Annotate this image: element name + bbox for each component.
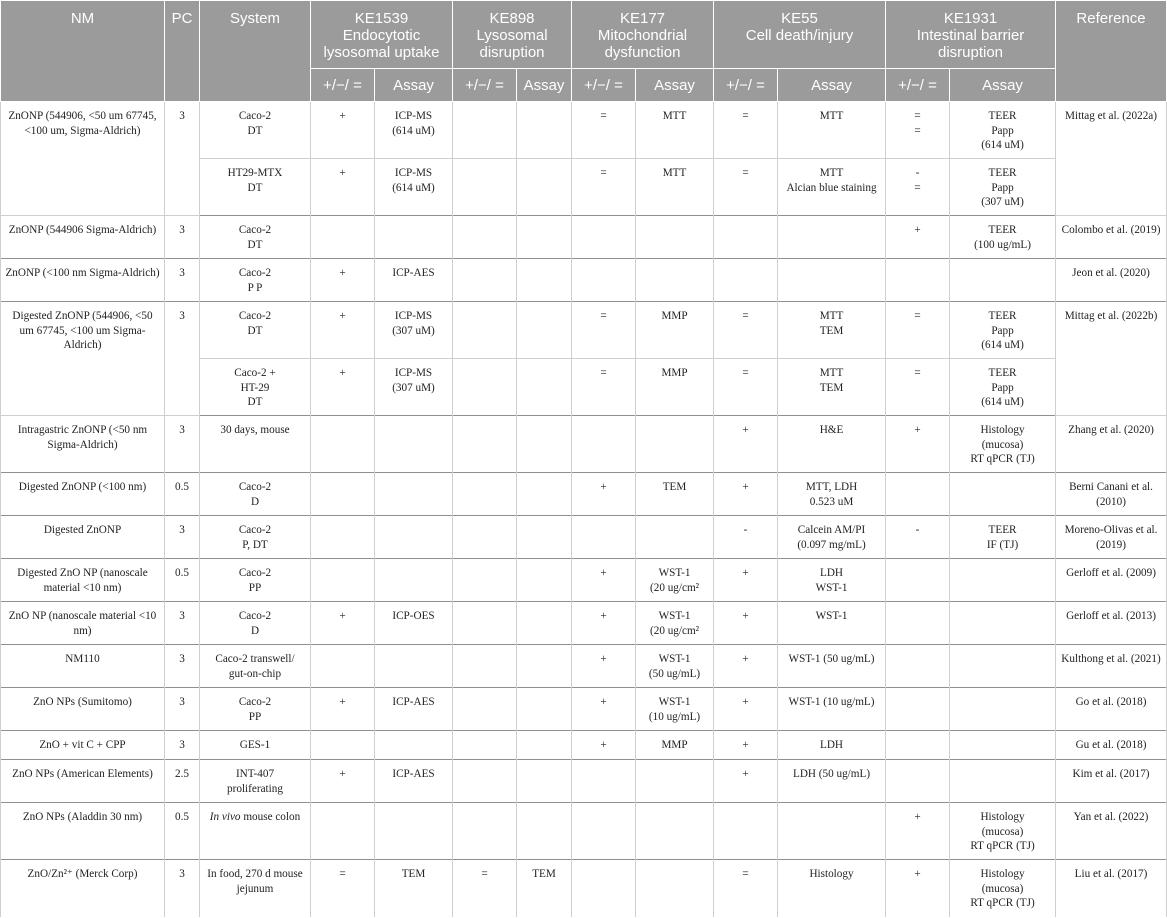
- cell-sign-ke1931: [886, 731, 950, 760]
- cell-assay-ke898: [517, 416, 572, 473]
- cell-sign-ke1539: [311, 216, 375, 259]
- subheader-sign-ke55: +/−/ =: [714, 69, 778, 102]
- cell-sign-ke898: [453, 102, 517, 159]
- cell-reference: Yan et al. (2022): [1056, 803, 1167, 860]
- cell-assay-ke898: [517, 760, 572, 803]
- table-row: [1, 416, 1167, 473]
- cell-nm: Intragastric ZnONP (<50 nm Sigma-Aldrich): [1, 416, 165, 473]
- cell-assay-ke55: LDH: [778, 731, 886, 760]
- cell-pc: 3: [165, 259, 200, 302]
- cell-sign-ke177: [572, 516, 636, 559]
- cell-assay-ke55: Calcein AM/PI (0.097 mg/mL): [778, 516, 886, 559]
- header-ke1539: KE1539 Endocytotic lysosomal uptake: [311, 1, 453, 69]
- header-ke55: KE55 Cell death/injury: [714, 1, 886, 69]
- cell-assay-ke177: MTT: [636, 159, 714, 216]
- cell-sign-ke1931: [886, 473, 950, 516]
- cell-sign-ke1931: +: [886, 803, 950, 860]
- cell-assay-ke898: [517, 216, 572, 259]
- cell-sign-ke898: [453, 760, 517, 803]
- cell-sign-ke1931: [886, 559, 950, 602]
- cell-sign-ke1539: +: [311, 159, 375, 216]
- cell-assay-ke55: LDH WST-1: [778, 559, 886, 602]
- cell-assay-ke177: TEM: [636, 473, 714, 516]
- cell-sign-ke55: [714, 259, 778, 302]
- cell-sign-ke1539: [311, 559, 375, 602]
- cell-assay-ke898: [517, 559, 572, 602]
- cell-reference: Mittag et al. (2022b): [1056, 302, 1167, 416]
- cell-assay-ke1931: TEER Papp (614 uM): [950, 359, 1056, 416]
- cell-assay-ke1539: ICP-MS (614 uM): [375, 102, 453, 159]
- cell-sign-ke1539: +: [311, 760, 375, 803]
- cell-system: GES-1: [200, 731, 311, 760]
- cell-nm: Digested ZnONP (<100 nm): [1, 473, 165, 516]
- cell-assay-ke1539: ICP-MS (307 uM): [375, 359, 453, 416]
- cell-sign-ke55: =: [714, 302, 778, 359]
- cell-sign-ke1931: +: [886, 416, 950, 473]
- cell-nm: Digested ZnONP: [1, 516, 165, 559]
- cell-sign-ke55: [714, 216, 778, 259]
- cell-pc: 3: [165, 416, 200, 473]
- cell-sign-ke177: +: [572, 645, 636, 688]
- cell-assay-ke177: MTT: [636, 102, 714, 159]
- cell-assay-ke1931: TEER Papp (614 uM): [950, 102, 1056, 159]
- cell-reference: Kim et al. (2017): [1056, 760, 1167, 803]
- cell-assay-ke177: [636, 416, 714, 473]
- cell-sign-ke55: +: [714, 645, 778, 688]
- cell-sign-ke55: +: [714, 731, 778, 760]
- cell-sign-ke898: [453, 803, 517, 860]
- cell-sign-ke177: +: [572, 688, 636, 731]
- cell-system: Caco-2 D: [200, 602, 311, 645]
- cell-sign-ke898: =: [453, 860, 517, 917]
- subheader-assay-ke1539: Assay: [375, 69, 453, 102]
- cell-sign-ke1539: +: [311, 602, 375, 645]
- cell-nm: ZnO NPs (Sumitomo): [1, 688, 165, 731]
- cell-assay-ke1931: TEER Papp (307 uM): [950, 159, 1056, 216]
- cell-pc: 3: [165, 102, 200, 216]
- cell-assay-ke898: [517, 516, 572, 559]
- cell-assay-ke1931: [950, 259, 1056, 302]
- cell-assay-ke1539: ICP-AES: [375, 259, 453, 302]
- cell-reference: Zhang et al. (2020): [1056, 416, 1167, 473]
- cell-nm: Digested ZnONP (544906, <50 um 67745, <100 um Sigma-Aldrich): [1, 302, 165, 416]
- cell-assay-ke898: [517, 359, 572, 416]
- cell-assay-ke898: [517, 302, 572, 359]
- cell-assay-ke55: MTT Alcian blue staining: [778, 159, 886, 216]
- header-ke898: KE898 Lysosomal disruption: [453, 1, 572, 69]
- cell-sign-ke898: [453, 731, 517, 760]
- cell-system: Caco-2 DT: [200, 216, 311, 259]
- cell-system: Caco-2 DT: [200, 302, 311, 359]
- cell-assay-ke1931: [950, 760, 1056, 803]
- cell-nm: ZnONP (544906 Sigma-Aldrich): [1, 216, 165, 259]
- cell-reference: Gerloff et al. (2009): [1056, 559, 1167, 602]
- cell-sign-ke55: +: [714, 602, 778, 645]
- cell-assay-ke1539: [375, 416, 453, 473]
- subheader-sign-ke1539: +/−/ =: [311, 69, 375, 102]
- header-ke1931: KE1931 Intestinal barrier disruption: [886, 1, 1056, 69]
- cell-sign-ke177: =: [572, 102, 636, 159]
- cell-nm: ZnO NPs (American Elements): [1, 760, 165, 803]
- table-row: [1, 216, 1167, 259]
- cell-assay-ke55: H&E: [778, 416, 886, 473]
- cell-assay-ke1931: [950, 645, 1056, 688]
- cell-sign-ke55: [714, 803, 778, 860]
- cell-sign-ke177: [572, 216, 636, 259]
- cell-sign-ke177: [572, 416, 636, 473]
- cell-sign-ke1539: +: [311, 259, 375, 302]
- cell-sign-ke898: [453, 416, 517, 473]
- cell-assay-ke177: MMP: [636, 359, 714, 416]
- cell-assay-ke1931: Histology (mucosa) RT qPCR (TJ): [950, 860, 1056, 917]
- cell-sign-ke1931: [886, 259, 950, 302]
- cell-sign-ke1539: =: [311, 860, 375, 917]
- header-reference: Reference: [1056, 1, 1167, 102]
- cell-sign-ke177: +: [572, 731, 636, 760]
- subheader-sign-ke898: +/−/ =: [453, 69, 517, 102]
- cell-sign-ke1539: +: [311, 102, 375, 159]
- cell-sign-ke177: [572, 803, 636, 860]
- subheader-sign-ke1931: +/−/ =: [886, 69, 950, 102]
- cell-sign-ke1539: [311, 516, 375, 559]
- cell-nm: ZnO + vit C + CPP: [1, 731, 165, 760]
- cell-sign-ke1931: - =: [886, 159, 950, 216]
- cell-assay-ke1539: [375, 473, 453, 516]
- cell-assay-ke898: [517, 803, 572, 860]
- table-row: [1, 760, 1167, 803]
- cell-assay-ke898: [517, 731, 572, 760]
- cell-pc: 3: [165, 731, 200, 760]
- cell-assay-ke1931: TEER IF (TJ): [950, 516, 1056, 559]
- cell-assay-ke55: [778, 216, 886, 259]
- cell-sign-ke177: [572, 860, 636, 917]
- cell-assay-ke898: [517, 645, 572, 688]
- cell-reference: Mittag et al. (2022a): [1056, 102, 1167, 216]
- cell-sign-ke898: [453, 359, 517, 416]
- cell-sign-ke1931: = =: [886, 102, 950, 159]
- cell-assay-ke1539: TEM: [375, 860, 453, 917]
- cell-system: HT29-MTX DT: [200, 159, 311, 216]
- cell-sign-ke55: -: [714, 516, 778, 559]
- cell-reference: Moreno-Olivas et al. (2019): [1056, 516, 1167, 559]
- cell-assay-ke1931: TEER (100 ug/mL): [950, 216, 1056, 259]
- cell-sign-ke1931: [886, 645, 950, 688]
- cell-sign-ke1931: =: [886, 302, 950, 359]
- cell-pc: 2.5: [165, 760, 200, 803]
- cell-assay-ke177: [636, 259, 714, 302]
- cell-nm: ZnONP (<100 nm Sigma-Aldrich): [1, 259, 165, 302]
- subheader-assay-ke55: Assay: [778, 69, 886, 102]
- cell-sign-ke177: +: [572, 473, 636, 516]
- cell-assay-ke1539: [375, 731, 453, 760]
- cell-assay-ke1931: [950, 602, 1056, 645]
- cell-assay-ke1539: ICP-MS (614 uM): [375, 159, 453, 216]
- cell-nm: Digested ZnO NP (nanoscale material <10 nm): [1, 559, 165, 602]
- cell-reference: Gu et al. (2018): [1056, 731, 1167, 760]
- cell-assay-ke1931: [950, 559, 1056, 602]
- subheader-sign-ke177: +/−/ =: [572, 69, 636, 102]
- table-row: [1, 559, 1167, 602]
- cell-pc: 0.5: [165, 559, 200, 602]
- cell-nm: ZnO NPs (Aladdin 30 nm): [1, 803, 165, 860]
- cell-assay-ke55: WST-1: [778, 602, 886, 645]
- cell-sign-ke55: +: [714, 760, 778, 803]
- cell-reference: Kulthong et al. (2021): [1056, 645, 1167, 688]
- cell-assay-ke55: Histology: [778, 860, 886, 917]
- cell-sign-ke55: =: [714, 860, 778, 917]
- cell-sign-ke1931: [886, 760, 950, 803]
- cell-system: 30 days, mouse: [200, 416, 311, 473]
- cell-assay-ke1539: [375, 516, 453, 559]
- cell-assay-ke177: [636, 803, 714, 860]
- cell-sign-ke1931: +: [886, 860, 950, 917]
- cell-pc: 3: [165, 516, 200, 559]
- cell-sign-ke898: [453, 688, 517, 731]
- cell-sign-ke55: +: [714, 473, 778, 516]
- cell-sign-ke1931: -: [886, 516, 950, 559]
- cell-assay-ke177: WST-1 (10 ug/mL): [636, 688, 714, 731]
- cell-sign-ke898: [453, 259, 517, 302]
- cell-pc: 0.5: [165, 803, 200, 860]
- cell-sign-ke177: =: [572, 359, 636, 416]
- cell-sign-ke1539: [311, 645, 375, 688]
- cell-system: [200, 803, 311, 860]
- cell-assay-ke55: WST-1 (50 ug/mL): [778, 645, 886, 688]
- cell-assay-ke898: TEM: [517, 860, 572, 917]
- cell-pc: 3: [165, 688, 200, 731]
- cell-reference: Berni Canani et al. (2010): [1056, 473, 1167, 516]
- cell-sign-ke55: +: [714, 559, 778, 602]
- header-ke177: KE177 Mitochondrial dysfunction: [572, 1, 714, 69]
- cell-system: Caco-2 P, DT: [200, 516, 311, 559]
- table-row: [1, 688, 1167, 731]
- subheader-assay-ke898: Assay: [517, 69, 572, 102]
- header-system: System: [200, 1, 311, 102]
- cell-sign-ke177: [572, 760, 636, 803]
- cell-system: Caco-2 transwell/ gut-on-chip: [200, 645, 311, 688]
- header-pc: PC: [165, 1, 200, 102]
- table-row: [1, 602, 1167, 645]
- cell-sign-ke1539: [311, 731, 375, 760]
- cell-assay-ke1539: ICP-AES: [375, 688, 453, 731]
- cell-reference: Jeon et al. (2020): [1056, 259, 1167, 302]
- cell-sign-ke55: +: [714, 688, 778, 731]
- cell-sign-ke1931: =: [886, 359, 950, 416]
- cell-reference: Go et al. (2018): [1056, 688, 1167, 731]
- cell-pc: 3: [165, 860, 200, 917]
- cell-assay-ke898: [517, 602, 572, 645]
- cell-system: In food, 270 d mouse jejunum: [200, 860, 311, 917]
- cell-sign-ke898: [453, 159, 517, 216]
- cell-assay-ke1539: ICP-OES: [375, 602, 453, 645]
- cell-assay-ke177: [636, 516, 714, 559]
- cell-sign-ke1539: +: [311, 302, 375, 359]
- cell-sign-ke177: +: [572, 559, 636, 602]
- cell-assay-ke898: [517, 159, 572, 216]
- cell-assay-ke177: MMP: [636, 302, 714, 359]
- cell-sign-ke55: =: [714, 102, 778, 159]
- cell-reference: Gerloff et al. (2013): [1056, 602, 1167, 645]
- cell-assay-ke55: MTT TEM: [778, 302, 886, 359]
- cell-pc: 3: [165, 645, 200, 688]
- cell-assay-ke55: WST-1 (10 ug/mL): [778, 688, 886, 731]
- cell-assay-ke1931: Histology (mucosa) RT qPCR (TJ): [950, 416, 1056, 473]
- cell-system: INT-407 proliferating: [200, 760, 311, 803]
- cell-pc: 3: [165, 602, 200, 645]
- cell-assay-ke177: [636, 860, 714, 917]
- cell-assay-ke1539: ICP-MS (307 uM): [375, 302, 453, 359]
- cell-system: Caco-2 PP: [200, 559, 311, 602]
- cell-sign-ke1931: [886, 688, 950, 731]
- cell-assay-ke1931: TEER Papp (614 uM): [950, 302, 1056, 359]
- subheader-assay-ke177: Assay: [636, 69, 714, 102]
- cell-sign-ke177: +: [572, 602, 636, 645]
- cell-reference: Liu et al. (2017): [1056, 860, 1167, 917]
- cell-system: Caco-2 DT: [200, 102, 311, 159]
- cell-assay-ke55: MTT: [778, 102, 886, 159]
- cell-assay-ke1931: [950, 688, 1056, 731]
- cell-sign-ke177: =: [572, 302, 636, 359]
- cell-sign-ke177: [572, 259, 636, 302]
- cell-assay-ke1539: [375, 803, 453, 860]
- cell-assay-ke177: [636, 216, 714, 259]
- cell-sign-ke55: =: [714, 359, 778, 416]
- cell-assay-ke55: MTT, LDH 0.523 uM: [778, 473, 886, 516]
- cell-assay-ke177: WST-1 (50 ug/mL): [636, 645, 714, 688]
- cell-reference: Colombo et al. (2019): [1056, 216, 1167, 259]
- cell-assay-ke898: [517, 259, 572, 302]
- cell-sign-ke898: [453, 516, 517, 559]
- cell-assay-ke1931: [950, 731, 1056, 760]
- cell-sign-ke898: [453, 302, 517, 359]
- cell-assay-ke177: [636, 760, 714, 803]
- cell-assay-ke55: LDH (50 ug/mL): [778, 760, 886, 803]
- cell-nm: ZnO/Zn²⁺ (Merck Corp): [1, 860, 165, 917]
- table-row: [1, 516, 1167, 559]
- cell-sign-ke55: +: [714, 416, 778, 473]
- cell-system: Caco-2 PP: [200, 688, 311, 731]
- cell-assay-ke1539: ICP-AES: [375, 760, 453, 803]
- cell-system: Caco-2 P P: [200, 259, 311, 302]
- cell-system: Caco-2 D: [200, 473, 311, 516]
- table-row: [1, 102, 1167, 159]
- cell-sign-ke1931: [886, 602, 950, 645]
- cell-pc: 0.5: [165, 473, 200, 516]
- cell-assay-ke177: MMP: [636, 731, 714, 760]
- cell-assay-ke1539: [375, 216, 453, 259]
- cell-assay-ke177: WST-1 (20 ug/cm²: [636, 559, 714, 602]
- cell-assay-ke55: [778, 803, 886, 860]
- cell-sign-ke1539: [311, 473, 375, 516]
- cell-sign-ke55: =: [714, 159, 778, 216]
- cell-sign-ke1931: +: [886, 216, 950, 259]
- table-row: [1, 645, 1167, 688]
- cell-sign-ke1539: +: [311, 688, 375, 731]
- cell-assay-ke55: MTT TEM: [778, 359, 886, 416]
- cell-sign-ke898: [453, 559, 517, 602]
- cell-pc: 3: [165, 302, 200, 416]
- cell-system: Caco-2 + HT-29 DT: [200, 359, 311, 416]
- table-row: [1, 860, 1167, 917]
- cell-nm: NM110: [1, 645, 165, 688]
- cell-nm: ZnONP (544906, <50 um 67745, <100 um, Sigma-Aldrich): [1, 102, 165, 216]
- cell-pc: 3: [165, 216, 200, 259]
- cell-assay-ke1539: [375, 559, 453, 602]
- cell-assay-ke898: [517, 473, 572, 516]
- cell-sign-ke898: [453, 216, 517, 259]
- table-row: [1, 473, 1167, 516]
- table-row: [1, 302, 1167, 359]
- cell-sign-ke1539: [311, 803, 375, 860]
- cell-nm: ZnO NP (nanoscale material <10 nm): [1, 602, 165, 645]
- table-row: [1, 259, 1167, 302]
- subheader-assay-ke1931: Assay: [950, 69, 1056, 102]
- cell-sign-ke898: [453, 645, 517, 688]
- cell-assay-ke177: WST-1 (20 ug/cm²: [636, 602, 714, 645]
- header-nm: NM: [1, 1, 165, 102]
- cell-assay-ke898: [517, 102, 572, 159]
- cell-sign-ke1539: +: [311, 359, 375, 416]
- table-row: [1, 803, 1167, 860]
- cell-assay-ke1539: [375, 645, 453, 688]
- table-row: [1, 731, 1167, 760]
- system-italic: In vivo: [209, 811, 241, 823]
- cell-sign-ke898: [453, 602, 517, 645]
- cell-sign-ke898: [453, 473, 517, 516]
- cell-assay-ke1931: Histology (mucosa) RT qPCR (TJ): [950, 803, 1056, 860]
- cell-assay-ke898: [517, 688, 572, 731]
- cell-sign-ke1539: [311, 416, 375, 473]
- cell-sign-ke177: =: [572, 159, 636, 216]
- cell-assay-ke1931: [950, 473, 1056, 516]
- cell-assay-ke55: [778, 259, 886, 302]
- system-rest: mouse colon: [240, 811, 301, 823]
